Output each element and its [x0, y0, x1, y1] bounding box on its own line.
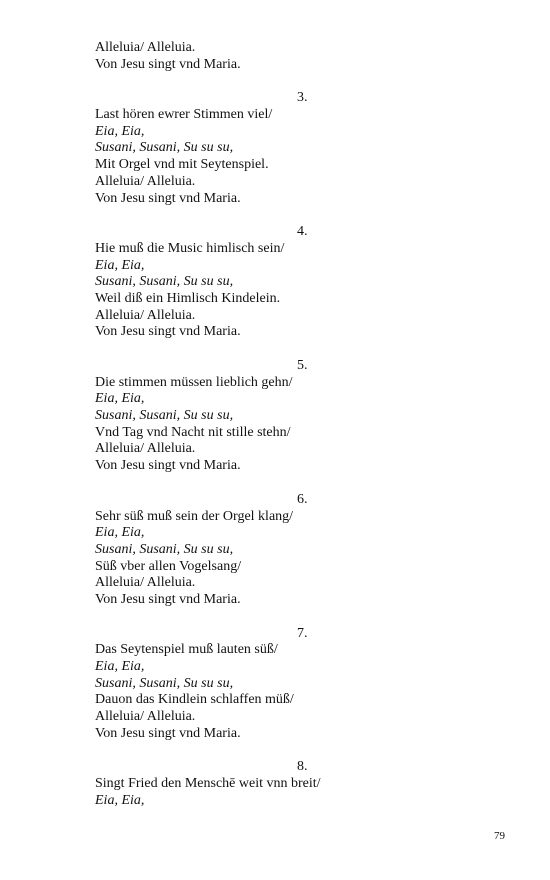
refrain-line: Susani, Susani, Su su su, [95, 541, 234, 557]
stanza-number: 8. [297, 759, 308, 775]
stanza [95, 626, 515, 743]
stanza [95, 492, 515, 609]
verse-line: Mit Orgel vnd mit Seytenspiel. [95, 157, 269, 173]
verse-line: Alleluia/ Alleluia. [95, 40, 196, 55]
verse-line: Alleluia/ Alleluia. [95, 441, 196, 457]
stanza [95, 90, 515, 207]
verse-line: Alleluia/ Alleluia. [95, 575, 196, 591]
stanza [95, 759, 515, 809]
stanza [95, 224, 515, 341]
stanza-number: 7. [297, 625, 308, 641]
verse-line: Weil diß ein Himlisch Kindelein. [95, 290, 281, 306]
verse-line: Alleluia/ Alleluia. [95, 709, 196, 725]
refrain-line: Eia, Eia, [95, 792, 145, 808]
verse-line: Alleluia/ Alleluia. [95, 307, 196, 323]
opening-lines [95, 40, 515, 73]
verse-line: Last hören ewrer Stimmen viel/ [95, 107, 273, 123]
stanza-number: 6. [297, 491, 308, 507]
stanza-list [95, 90, 515, 809]
verse-line: Das Seytenspiel muß lauten süß/ [95, 642, 278, 658]
verse-line: Von Jesu singt vnd Maria. [95, 56, 241, 72]
page-number: 79 [494, 830, 505, 842]
verse-line: Süß vber allen Vogelsang/ [95, 558, 242, 574]
verse-line: Die stimmen müssen lieblich gehn/ [95, 374, 293, 390]
verse-line: Von Jesu singt vnd Maria. [95, 725, 241, 741]
refrain-line: Eia, Eia, [95, 391, 145, 407]
refrain-line: Eia, Eia, [95, 525, 145, 541]
refrain-line: Eia, Eia, [95, 659, 145, 674]
stanza-number: 4. [297, 224, 308, 240]
refrain-line: Susani, Susani, Su su su, [95, 408, 234, 424]
refrain-line: Susani, Susani, Su su su, [95, 675, 234, 691]
verse-line: Von Jesu singt vnd Maria. [95, 458, 241, 474]
verse-line: Vnd Tag vnd Nacht nit stille stehn/ [95, 424, 291, 440]
verse-line: Alleluia/ Alleluia. [95, 173, 196, 189]
stanza-number: 3. [297, 90, 308, 106]
stanza-number: 5. [297, 358, 308, 373]
refrain-line: Eia, Eia, [95, 257, 145, 273]
refrain-line: Susani, Susani, Su su su, [95, 140, 234, 156]
verse-line: Hie muß die Music himlisch sein/ [95, 240, 285, 256]
verse-line: Von Jesu singt vnd Maria. [95, 324, 241, 340]
refrain-line: Eia, Eia, [95, 123, 145, 139]
verse-line: Singt Fried den Menschē weit vnn breit/ [95, 776, 321, 792]
verse-line: Von Jesu singt vnd Maria. [95, 591, 241, 607]
verse-line: Sehr süß muß sein der Orgel klang/ [95, 508, 294, 524]
verse-line: Dauon das Kindlein schlaffen müß/ [95, 692, 294, 708]
page-text [95, 40, 515, 810]
verse-line: Von Jesu singt vnd Maria. [95, 190, 241, 206]
stanza [95, 358, 515, 475]
refrain-line: Susani, Susani, Su su su, [95, 274, 234, 290]
